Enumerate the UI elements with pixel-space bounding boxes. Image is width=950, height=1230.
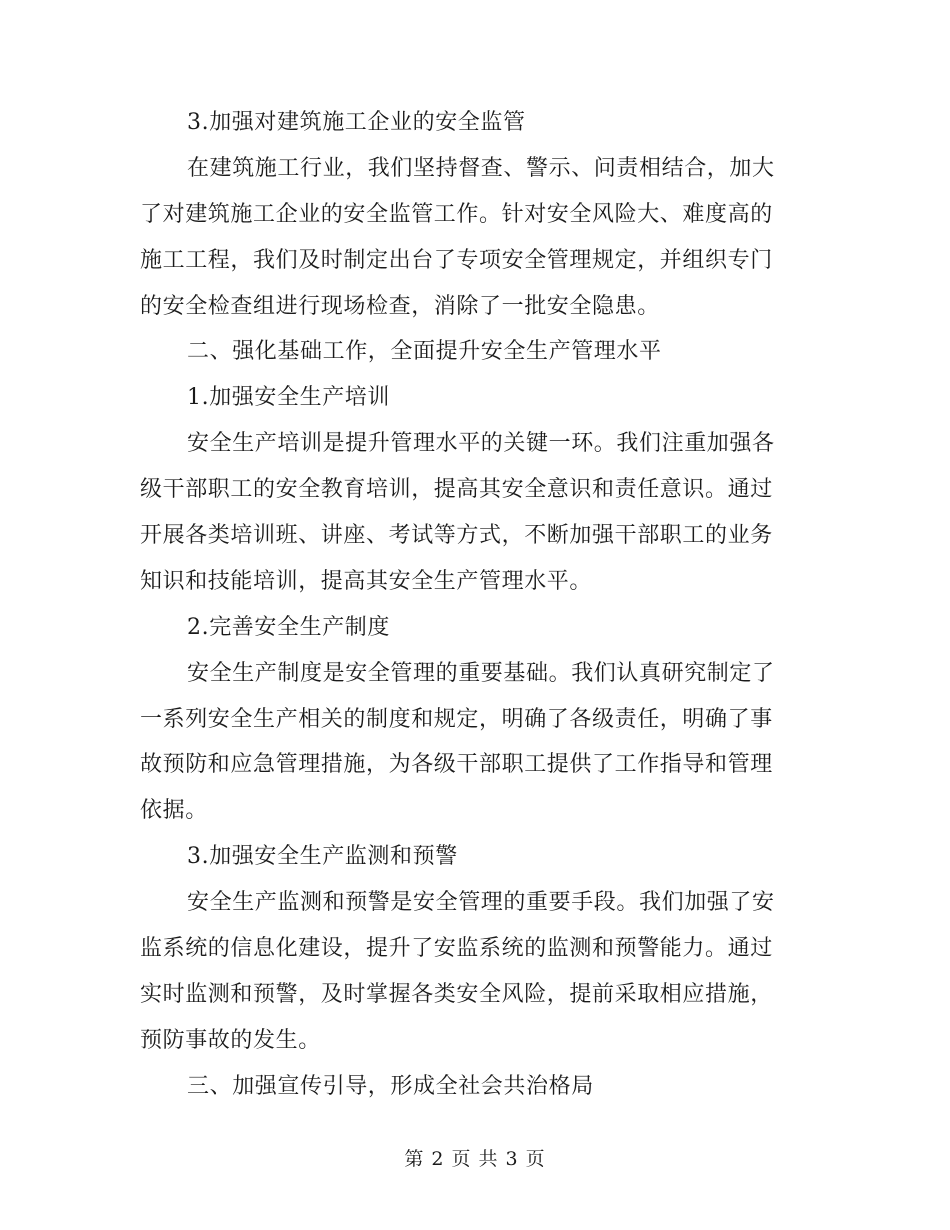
text-line: 施工工程，我们及时制定出台了专项安全管理规定，并组织专门 bbox=[140, 247, 773, 273]
text-line: 级干部职工的安全教育培训，提高其安全意识和责任意识。通过 bbox=[140, 477, 773, 503]
text-line: 一系列安全生产相关的制度和规定，明确了各级责任，明确了事 bbox=[140, 706, 773, 732]
text-line: 监系统的信息化建设，提升了安监系统的监测和预警能力。通过 bbox=[140, 936, 773, 962]
text-line: 三、加强宣传引导，形成全社会共治格局 bbox=[187, 1073, 594, 1099]
text-line: 安全生产培训是提升管理水平的关键一环。我们注重加强各 bbox=[187, 431, 775, 457]
text-line: 3.加强安全生产监测和预警 bbox=[187, 844, 458, 870]
text-line: 实时监测和预警，及时掌握各类安全风险，提前采取相应措施， bbox=[140, 981, 773, 1007]
text-line: 预防事故的发生。 bbox=[140, 1027, 321, 1053]
text-line: 安全生产监测和预警是安全管理的重要手段。我们加强了安 bbox=[187, 890, 775, 916]
text-line: 知识和技能培训，提高其安全生产管理水平。 bbox=[140, 568, 593, 594]
text-line: 依据。 bbox=[140, 798, 208, 824]
document-body bbox=[140, 100, 805, 1110]
text-line: 安全生产制度是安全管理的重要基础。我们认真研究制定了 bbox=[187, 660, 775, 686]
text-line: 开展各类培训班、讲座、考试等方式，不断加强干部职工的业务 bbox=[140, 523, 773, 549]
text-line: 2.完善安全生产制度 bbox=[187, 614, 390, 640]
text-line: 在建筑施工行业，我们坚持督查、警示、问责相结合，加大 bbox=[187, 155, 775, 181]
text-line: 故预防和应急管理措施，为各级干部职工提供了工作指导和管理 bbox=[140, 752, 773, 778]
text-line: 1.加强安全生产培训 bbox=[187, 385, 390, 411]
text-line: 二、强化基础工作，全面提升安全生产管理水平 bbox=[187, 339, 662, 365]
text-line: 的安全检查组进行现场检查，消除了一批安全隐患。 bbox=[140, 293, 660, 319]
text-line: 3.加强对建筑施工企业的安全监管 bbox=[187, 110, 526, 135]
page-number-footer: 第 2 页 共 3 页 bbox=[404, 1148, 546, 1170]
text-line: 了对建筑施工企业的安全监管工作。针对安全风险大、难度高的 bbox=[140, 201, 773, 227]
